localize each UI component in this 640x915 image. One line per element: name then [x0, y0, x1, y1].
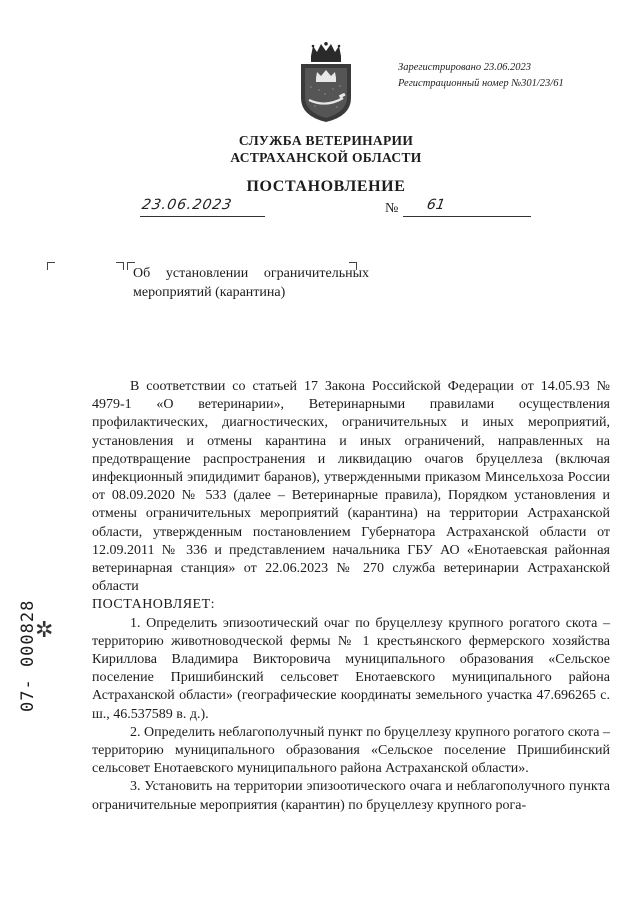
margin-serial-stamp: 07- 000828	[18, 599, 38, 712]
item-3-paragraph: 3. Установить на территории эпизоотического очага и неблагополучного пункта ограничительные мероприятия (карантин) по бруцеллезу крупного рога-	[92, 779, 610, 813]
date-field	[140, 198, 265, 217]
corner-bracket-left	[47, 262, 55, 270]
number-field	[403, 198, 531, 217]
corner-bracket-right	[116, 262, 124, 270]
item-1-paragraph: 1. Определить эпизоотический очаг по бруцеллезу крупного рогатого скота – территорию животноводческой фермы № 1 крестьянского фермерского хозяйства Кириллова Владимира Викторовича муниципального образования «Сельское поселение Пришибинский сельсовет Енотаевского муниципального района Астраханской области» (географические координаты земельного участка 47.696265 с. ш., 46.537589 в. д.).	[92, 615, 610, 722]
registration-stamp	[398, 60, 564, 92]
margin-asterisk-mark: ✲	[35, 618, 54, 643]
document-subject: Об установлении ограничительных мероприятий (карантина)	[133, 266, 369, 300]
coat-of-arms-icon	[295, 42, 357, 124]
organization-name	[190, 132, 462, 166]
organization-line-1: СЛУЖБА ВЕТЕРИНАРИИ	[238, 133, 414, 148]
document-type: ПОСТАНОВЛЕНИЕ	[246, 178, 406, 195]
registration-number: Регистрационный номер №301/23/61	[398, 78, 564, 89]
number-label: №	[385, 201, 399, 216]
resolve-heading: ПОСТАНОВЛЯЕТ:	[92, 597, 216, 613]
registration-date: Зарегистрировано 23.06.2023	[398, 62, 532, 73]
organization-line-2: АСТРАХАНСКОЙ ОБЛАСТИ	[230, 150, 422, 165]
item-2-paragraph: 2. Определить неблагополучный пункт по бруцеллезу крупного рогатого скота – территорию муниципального образования «Сельское поселение Пришибинский сельсовет Енотаевского муниципального района Астраханской области».	[92, 724, 610, 777]
handwritten-number: 61	[425, 197, 447, 213]
preamble-paragraph: В соответствии со статьей 17 Закона Российской Федерации от 14.05.93 № 4979-1 «О ветеринарии», Ветеринарными правилами осуществления профилактических, диагностических, ограничительных и иных мероприятий, установления и отмены карантина и иных ограничений, направленных на предотвращение распространения и ликвидацию очагов бруцеллеза (включая инфекционный эпидидимит баранов), утвержденными приказом Минсельхоза России от 08.09.2020 № 533 (далее – Ветеринарные правила), Порядком установления и отмены ограничительных мероприятий (карантина) на территории Астраханской области, утвержденным постановлением Губернатора Астраханской области от 12.09.2011 № 336 и представлением начальника ГБУ АО «Енотаевская районная ветеринарная станция» от 22.06.2023 № 270 служба ветеринарии Астраханской области	[92, 379, 610, 595]
handwritten-date: 23.06.2023	[140, 197, 234, 213]
document-body	[92, 378, 610, 815]
